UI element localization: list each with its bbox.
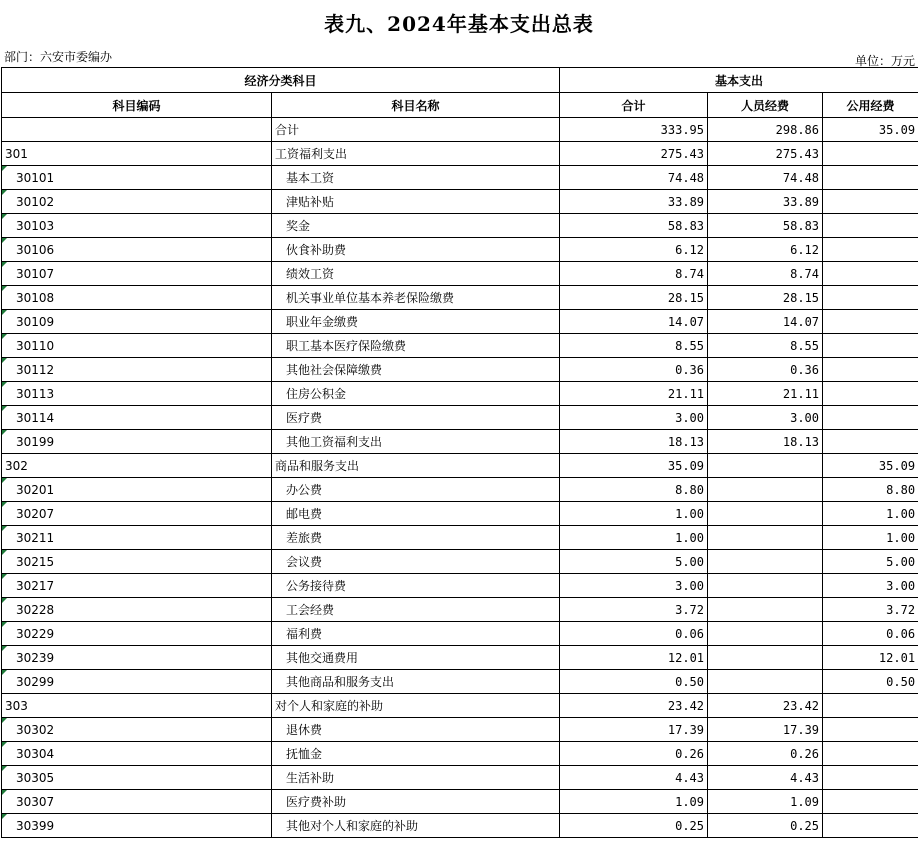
total-cell: 1.09: [560, 790, 708, 814]
table-row: [2, 646, 918, 670]
code-cell: 30109: [2, 310, 272, 334]
total-cell: 74.48: [560, 166, 708, 190]
total-cell: 6.12: [560, 238, 708, 262]
department-label: 部门：六安市委编办: [4, 50, 113, 64]
personnel-cell: 33.89: [708, 190, 823, 214]
personnel-cell: [708, 478, 823, 502]
total-cell: 3.00: [560, 574, 708, 598]
table-row: [2, 430, 918, 454]
total-cell: 8.80: [560, 478, 708, 502]
header-total: 合计: [560, 93, 708, 118]
name-cell: 医疗费: [272, 406, 560, 430]
total-cell: 8.74: [560, 262, 708, 286]
table-row: [2, 190, 918, 214]
code-cell: 30110: [2, 334, 272, 358]
table-row: [2, 358, 918, 382]
table-row: [2, 142, 918, 166]
total-cell: 0.06: [560, 622, 708, 646]
name-cell: 会议费: [272, 550, 560, 574]
name-cell: 其他对个人和家庭的补助: [272, 814, 560, 838]
name-cell: 住房公积金: [272, 382, 560, 406]
name-cell: 退休费: [272, 718, 560, 742]
table-body: [2, 118, 918, 838]
header-name: 科目名称: [272, 93, 560, 118]
personnel-cell: 3.00: [708, 406, 823, 430]
header-public: 公用经费: [823, 93, 918, 118]
table-row: [2, 262, 918, 286]
code-cell: 30101: [2, 166, 272, 190]
name-cell: 其他工资福利支出: [272, 430, 560, 454]
table-row: [2, 166, 918, 190]
total-cell: 0.26: [560, 742, 708, 766]
code-cell: 30217: [2, 574, 272, 598]
code-cell: 30207: [2, 502, 272, 526]
personnel-cell: [708, 454, 823, 478]
personnel-cell: [708, 502, 823, 526]
public-cell: [823, 334, 918, 358]
personnel-cell: 275.43: [708, 142, 823, 166]
code-cell: 30113: [2, 382, 272, 406]
personnel-cell: [708, 598, 823, 622]
code-cell: 30305: [2, 766, 272, 790]
code-cell: 30199: [2, 430, 272, 454]
public-cell: 5.00: [823, 550, 918, 574]
personnel-cell: [708, 550, 823, 574]
public-cell: [823, 142, 918, 166]
public-cell: 1.00: [823, 526, 918, 550]
personnel-cell: 298.86: [708, 118, 823, 142]
name-cell: 对个人和家庭的补助: [272, 694, 560, 718]
header-code: 科目编码: [2, 93, 272, 118]
name-cell: 邮电费: [272, 502, 560, 526]
code-cell: 30229: [2, 622, 272, 646]
personnel-cell: 8.74: [708, 262, 823, 286]
header-basic-expenditure: 基本支出: [560, 68, 918, 93]
public-cell: 3.72: [823, 598, 918, 622]
name-cell: 合计: [272, 118, 560, 142]
total-cell: 21.11: [560, 382, 708, 406]
table-row: [2, 598, 918, 622]
table-row: [2, 214, 918, 238]
total-cell: 0.50: [560, 670, 708, 694]
table-row: [2, 742, 918, 766]
code-cell: 30103: [2, 214, 272, 238]
personnel-cell: [708, 622, 823, 646]
total-cell: 0.25: [560, 814, 708, 838]
code-cell: 302: [2, 454, 272, 478]
table-row: [2, 334, 918, 358]
public-cell: 3.00: [823, 574, 918, 598]
public-cell: [823, 814, 918, 838]
table-row: [2, 718, 918, 742]
total-cell: 58.83: [560, 214, 708, 238]
name-cell: 绩效工资: [272, 262, 560, 286]
header-personnel: 人员经费: [708, 93, 823, 118]
personnel-cell: 0.26: [708, 742, 823, 766]
name-cell: 生活补助: [272, 766, 560, 790]
name-cell: 基本工资: [272, 166, 560, 190]
table-row: [2, 550, 918, 574]
name-cell: 福利费: [272, 622, 560, 646]
code-cell: 30299: [2, 670, 272, 694]
personnel-cell: 1.09: [708, 790, 823, 814]
total-cell: 12.01: [560, 646, 708, 670]
public-cell: [823, 718, 918, 742]
table-row: [2, 310, 918, 334]
table-row: [2, 118, 918, 142]
total-cell: 28.15: [560, 286, 708, 310]
public-cell: [823, 262, 918, 286]
public-cell: 1.00: [823, 502, 918, 526]
personnel-cell: 8.55: [708, 334, 823, 358]
total-cell: 1.00: [560, 526, 708, 550]
personnel-cell: 58.83: [708, 214, 823, 238]
public-cell: [823, 214, 918, 238]
name-cell: 其他商品和服务支出: [272, 670, 560, 694]
code-cell: 30114: [2, 406, 272, 430]
table-row: [2, 406, 918, 430]
name-cell: 伙食补助费: [272, 238, 560, 262]
name-cell: 其他交通费用: [272, 646, 560, 670]
code-cell: 303: [2, 694, 272, 718]
personnel-cell: 28.15: [708, 286, 823, 310]
personnel-cell: [708, 574, 823, 598]
total-cell: 333.95: [560, 118, 708, 142]
code-cell: 30399: [2, 814, 272, 838]
personnel-cell: 0.36: [708, 358, 823, 382]
code-cell: 30107: [2, 262, 272, 286]
name-cell: 商品和服务支出: [272, 454, 560, 478]
code-cell: [2, 118, 272, 142]
table-row: [2, 574, 918, 598]
total-cell: 8.55: [560, 334, 708, 358]
total-cell: 4.43: [560, 766, 708, 790]
code-cell: 30239: [2, 646, 272, 670]
name-cell: 公务接待费: [272, 574, 560, 598]
public-cell: [823, 238, 918, 262]
public-cell: [823, 790, 918, 814]
code-cell: 30228: [2, 598, 272, 622]
personnel-cell: 23.42: [708, 694, 823, 718]
public-cell: 35.09: [823, 454, 918, 478]
total-cell: 35.09: [560, 454, 708, 478]
table-row: [2, 766, 918, 790]
code-cell: 30211: [2, 526, 272, 550]
personnel-cell: 6.12: [708, 238, 823, 262]
personnel-cell: 18.13: [708, 430, 823, 454]
total-cell: 17.39: [560, 718, 708, 742]
public-cell: [823, 166, 918, 190]
table-row: [2, 382, 918, 406]
name-cell: 办公费: [272, 478, 560, 502]
header-economic-classification: 经济分类科目: [2, 68, 560, 93]
public-cell: [823, 742, 918, 766]
table-row: [2, 478, 918, 502]
code-cell: 30112: [2, 358, 272, 382]
code-cell: 30106: [2, 238, 272, 262]
table-row: [2, 694, 918, 718]
total-cell: 1.00: [560, 502, 708, 526]
name-cell: 差旅费: [272, 526, 560, 550]
name-cell: 医疗费补助: [272, 790, 560, 814]
code-cell: 30304: [2, 742, 272, 766]
total-cell: 5.00: [560, 550, 708, 574]
total-cell: 14.07: [560, 310, 708, 334]
code-cell: 30108: [2, 286, 272, 310]
table-row: [2, 790, 918, 814]
total-cell: 23.42: [560, 694, 708, 718]
public-cell: [823, 190, 918, 214]
total-cell: 3.00: [560, 406, 708, 430]
total-cell: 0.36: [560, 358, 708, 382]
total-cell: 33.89: [560, 190, 708, 214]
personnel-cell: [708, 646, 823, 670]
personnel-cell: 4.43: [708, 766, 823, 790]
public-cell: [823, 430, 918, 454]
public-cell: 0.06: [823, 622, 918, 646]
code-cell: 301: [2, 142, 272, 166]
code-cell: 30307: [2, 790, 272, 814]
table-row: [2, 454, 918, 478]
public-cell: 12.01: [823, 646, 918, 670]
unit-label: 单位：万元: [854, 54, 915, 68]
public-cell: [823, 310, 918, 334]
name-cell: 工会经费: [272, 598, 560, 622]
public-cell: 35.09: [823, 118, 918, 142]
page-title: 表九、2024年基本支出总表: [324, 12, 594, 36]
total-cell: 18.13: [560, 430, 708, 454]
public-cell: 0.50: [823, 670, 918, 694]
personnel-cell: 14.07: [708, 310, 823, 334]
public-cell: [823, 358, 918, 382]
public-cell: [823, 406, 918, 430]
code-cell: 30302: [2, 718, 272, 742]
public-cell: 8.80: [823, 478, 918, 502]
code-cell: 30201: [2, 478, 272, 502]
personnel-cell: 74.48: [708, 166, 823, 190]
personnel-cell: 0.25: [708, 814, 823, 838]
personnel-cell: [708, 670, 823, 694]
name-cell: 机关事业单位基本养老保险缴费: [272, 286, 560, 310]
total-cell: 275.43: [560, 142, 708, 166]
name-cell: 奖金: [272, 214, 560, 238]
personnel-cell: 17.39: [708, 718, 823, 742]
table-row: [2, 238, 918, 262]
personnel-cell: [708, 526, 823, 550]
total-cell: 3.72: [560, 598, 708, 622]
name-cell: 工资福利支出: [272, 142, 560, 166]
name-cell: 职工基本医疗保险缴费: [272, 334, 560, 358]
name-cell: 其他社会保障缴费: [272, 358, 560, 382]
public-cell: [823, 766, 918, 790]
name-cell: 抚恤金: [272, 742, 560, 766]
table-row: [2, 286, 918, 310]
public-cell: [823, 382, 918, 406]
name-cell: 职业年金缴费: [272, 310, 560, 334]
public-cell: [823, 694, 918, 718]
code-cell: 30215: [2, 550, 272, 574]
basic-expenditure-table: [1, 67, 918, 838]
personnel-cell: 21.11: [708, 382, 823, 406]
table-row: [2, 670, 918, 694]
table-row: [2, 622, 918, 646]
name-cell: 津贴补贴: [272, 190, 560, 214]
public-cell: [823, 286, 918, 310]
table-row: [2, 502, 918, 526]
table-row: [2, 526, 918, 550]
code-cell: 30102: [2, 190, 272, 214]
table-row: [2, 814, 918, 838]
